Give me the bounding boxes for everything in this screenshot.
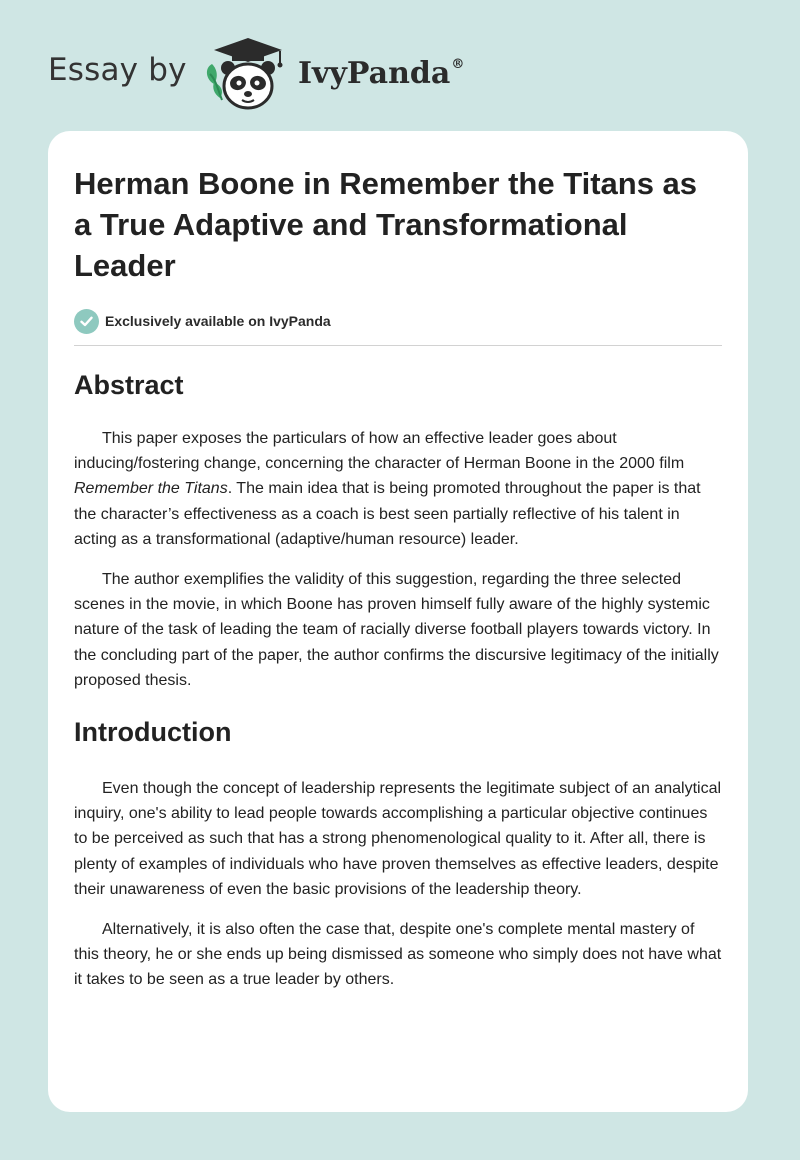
essay-by-label: Essay by bbox=[48, 52, 187, 88]
introduction-heading: Introduction bbox=[74, 717, 232, 748]
abstract-paragraph-2: The author exemplifies the validity of this suggestion, regarding the three selected scenes in the movie, in which Boone has proven himself fully aware of the highly systemic nature of the task of leading the team of racially diverse football players towards victory. In the concluding part of the paper, the author confirms the discursive legitimacy of the initially proposed thesis. bbox=[74, 571, 719, 689]
title-divider bbox=[74, 345, 722, 346]
introduction-paragraph-2: Alternatively, it is also often the case that, despite one's complete mental mastery of this theory, he or she ends up being dismissed as someone who simply does not have what it takes to be seen as a true leader by others. bbox=[74, 921, 722, 989]
film-title: Remember the Titans bbox=[74, 480, 228, 498]
brand-name: IvyPanda bbox=[298, 56, 451, 91]
panda-graduate-icon[interactable] bbox=[202, 34, 292, 114]
brand-logo[interactable] bbox=[298, 56, 464, 91]
exclusive-label: Exclusively available on IvyPanda bbox=[105, 313, 331, 329]
checkmark-icon bbox=[74, 309, 99, 334]
essay-card bbox=[48, 131, 748, 1112]
exclusive-badge bbox=[74, 308, 722, 334]
abstract-p1-text-after: . The main idea that is being promoted throughout the paper is that the character’s effectiveness as a coach is best seen partially reflective of his talent in acting as a transformational (adaptive/human resource) leader. bbox=[74, 480, 701, 548]
essay-title: Herman Boone in Remember the Titans as a True Adaptive and Transformational Leader bbox=[74, 166, 698, 283]
abstract-paragraph-1 bbox=[74, 426, 722, 552]
registered-mark: ® bbox=[451, 57, 465, 72]
abstract-p1-text-before: This paper exposes the particulars of how an effective leader goes about inducing/fostering change, concerning the character of Herman Boone in the 2000 film bbox=[74, 430, 685, 473]
site-header bbox=[48, 30, 508, 114]
introduction-paragraph-1: Even though the concept of leadership represents the legitimate subject of an analytical inquiry, one's ability to lead people towards accomplishing a particular objective continues to be perceived as such that has a strong phenomenological quality to it. After all, there is plenty of examples of individuals who have proven themselves as effective leaders, despite their unawareness of even the basic provisions of the leadership theory. bbox=[74, 780, 722, 898]
abstract-heading: Abstract bbox=[74, 370, 184, 400]
